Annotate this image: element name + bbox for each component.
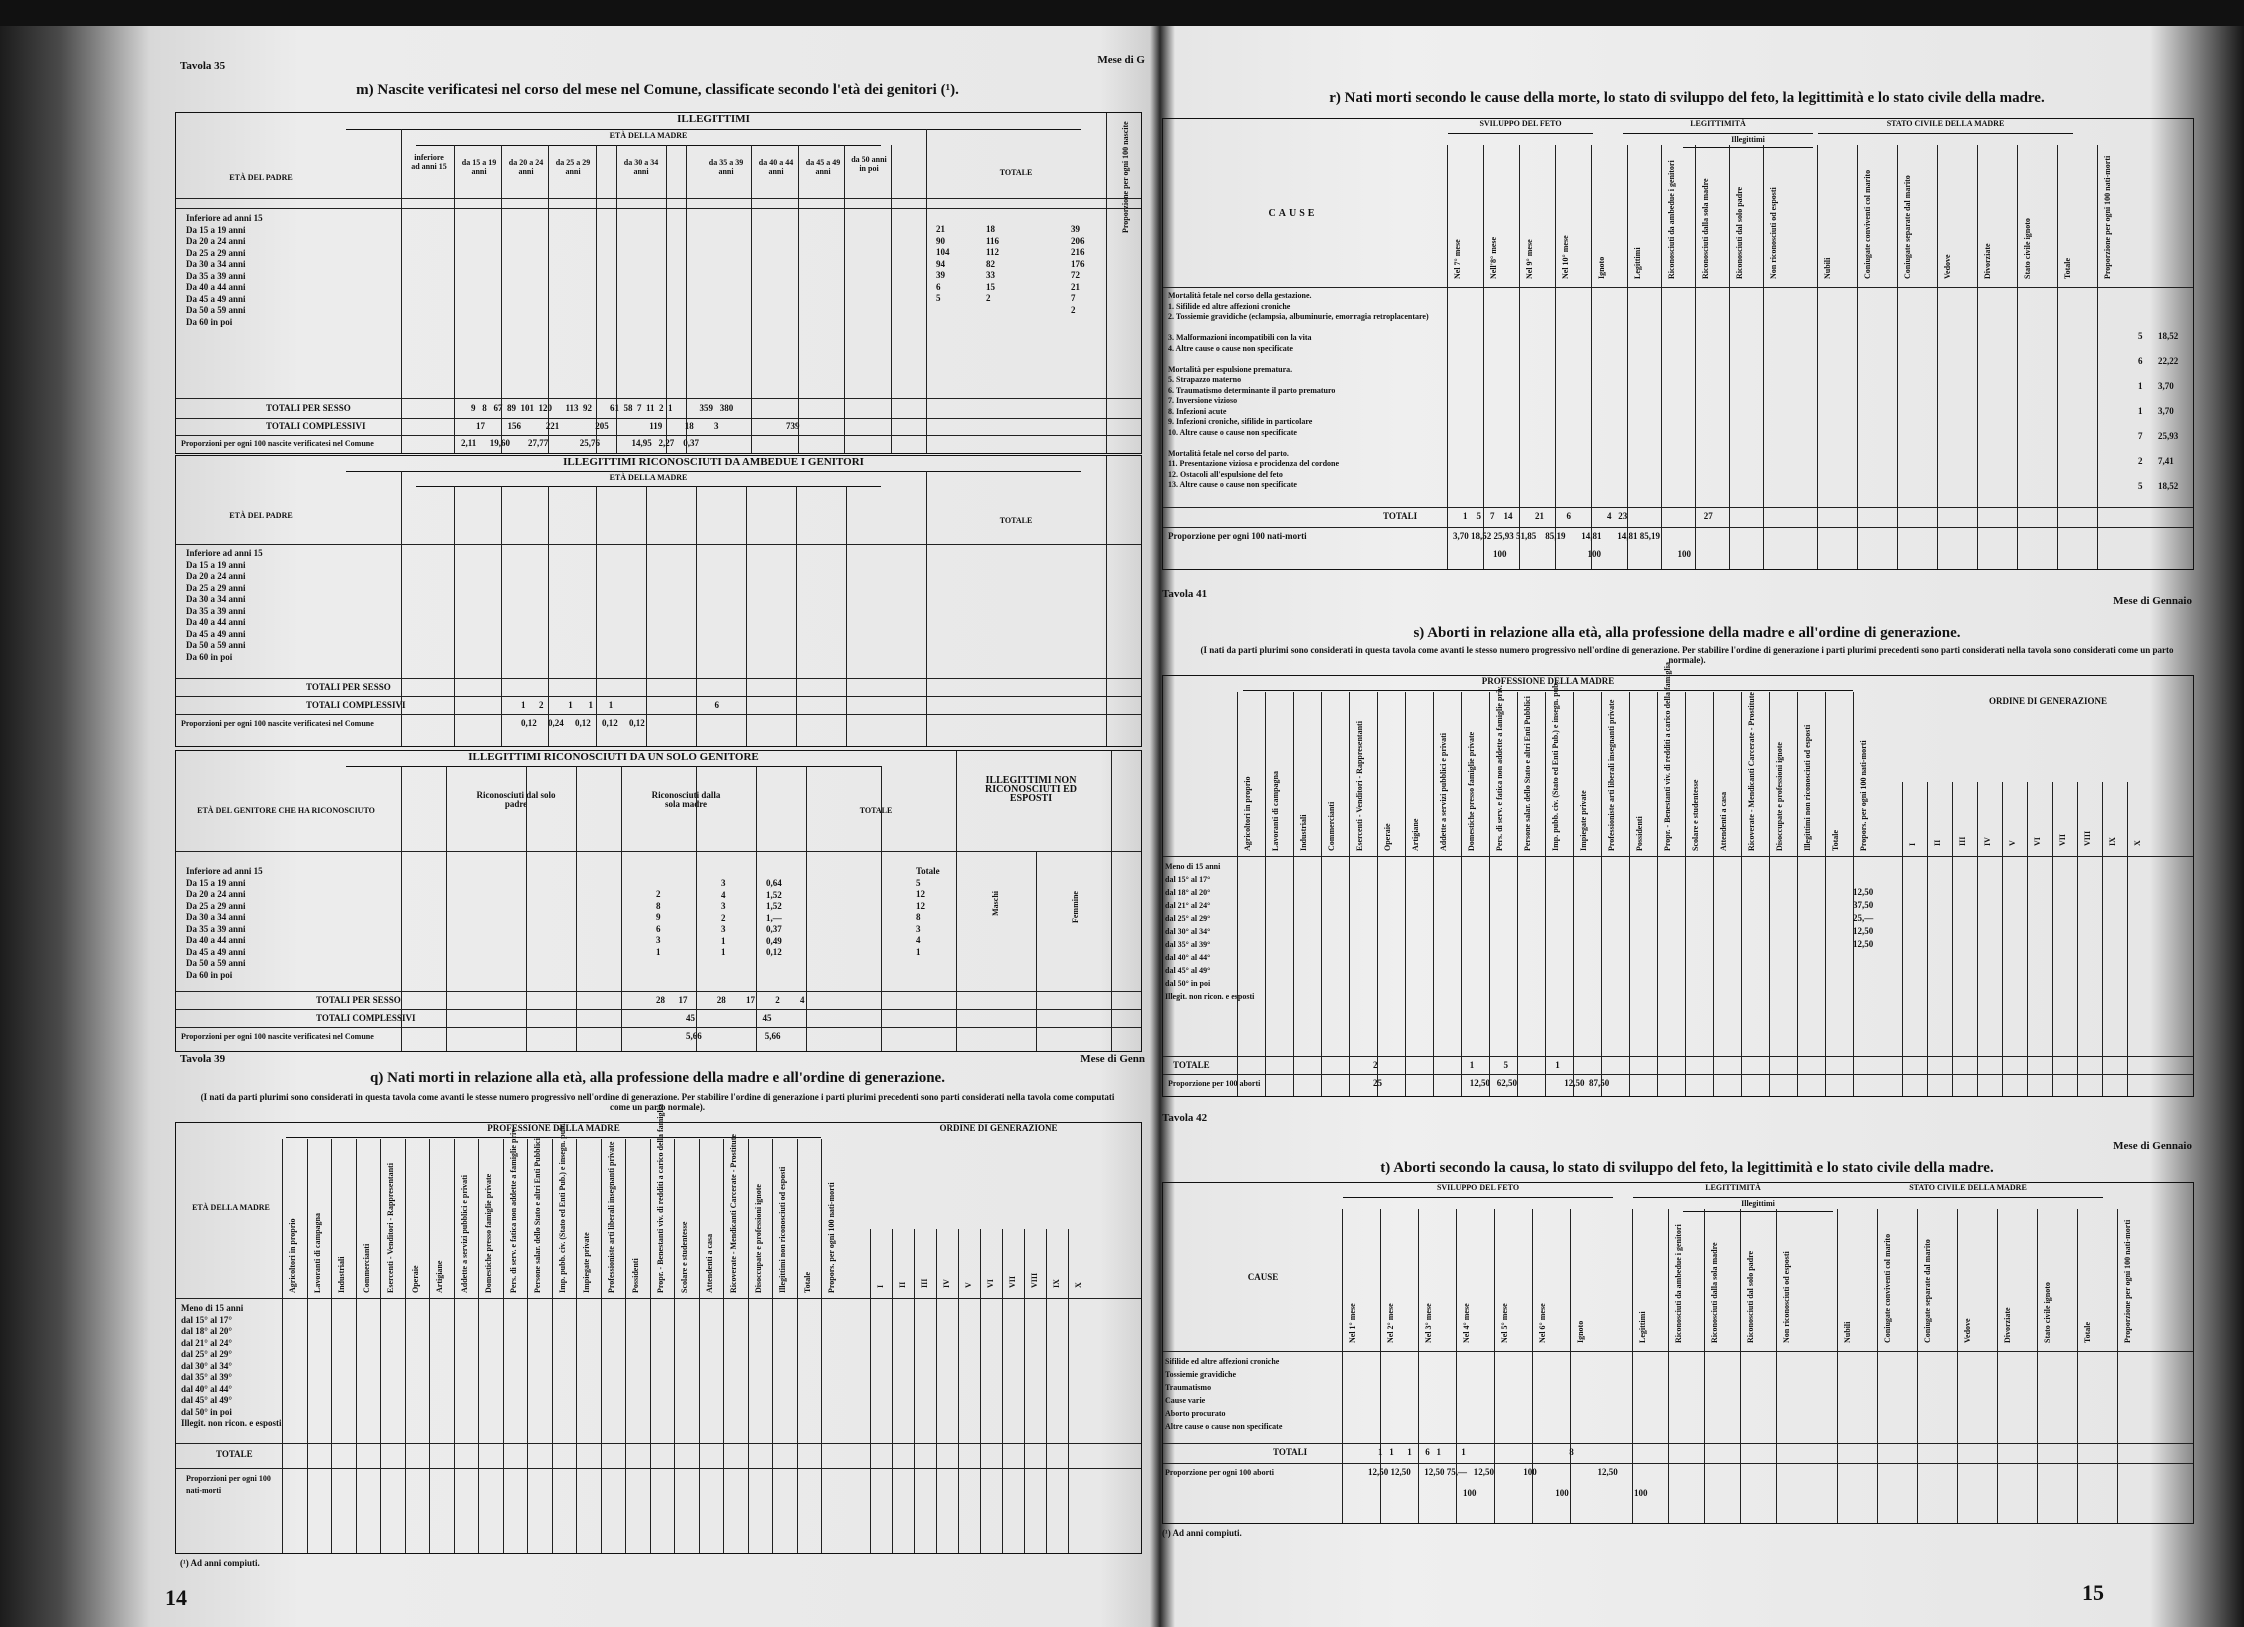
s-prof-col-12: Impiegate private — [1579, 790, 1588, 851]
title-s: s) Aborti in relazione alla età, alla professione della madre e all'ordine di generazione. — [1413, 625, 1961, 641]
table-aborti-eta — [1162, 662, 2194, 1097]
q-prof-col-9: Pers. di serv. e fatica non addette a famiglie priv. — [508, 1127, 518, 1293]
q-prof-col-21: Totale — [802, 1271, 812, 1293]
r-stato-col-5: Stato civile ignoto — [2023, 218, 2032, 279]
m1-proporz-values: 2,11 19,60 27,77 25,76 14,95 2,27 0,37 — [461, 438, 700, 448]
m2-row-labels: Inferiore ad anni 15 Da 15 a 19 anni Da 20 a 24 anni Da 25 a 29 anni Da 30 a 34 anni Da 35 a 39 anni Da 40 a 44 anni Da 45 a 49 anni Da 50 a 59 anni Da 60 in poi — [186, 548, 263, 662]
r-stato-col-1: Coniugate conviventi col marito — [1863, 169, 1872, 279]
m3-prop: 0,64 1,52 1,52 1,— 0,37 0,49 0,12 — [766, 878, 782, 957]
s-ordine-col-4: V — [2008, 840, 2017, 846]
r-totali-label: TOTALI — [1383, 511, 1418, 521]
s-prof-col-0: Agricoltori in proprio — [1243, 776, 1252, 851]
m1-row-labels: Inferiore ad anni 15 Da 15 a 19 anni Da 20 a 24 anni Da 25 a 29 anni Da 30 a 34 anni Da 35 a 39 anni Da 40 a 44 anni Da 45 a 49 anni Da 50 a 59 anni Da 60 in poi — [186, 213, 263, 327]
col-15-19: da 15 a 19 anni — [461, 158, 497, 176]
band-legittimita-t: LEGITTIMITÀ — [1633, 1183, 1833, 1198]
title-t: t) Aborti secondo la causa, lo stato di sviluppo del feto, la legittimità e lo stato civile della madre. — [1380, 1160, 1994, 1176]
non-riconosciuti-header: ILLEGITTIMI NON RICONOSCIUTI ED ESPOSTI — [985, 775, 1077, 804]
left-page — [165, 40, 1145, 1610]
s-ordine-col-7: VIII — [2083, 830, 2092, 846]
t-svil-col-1: Nel 2° mese — [1386, 1303, 1395, 1343]
t-cause-rows: Sifilide ed altre affezioni croniche Tossiemie gravidiche Traumatismo Cause varie Aborto procurato Altre cause o cause non specificate — [1165, 1357, 1283, 1431]
s-prof-col-11: Imp. pubb. civ. (Stato ed Enti Pub.) e insegn. pub. — [1551, 681, 1560, 851]
tavola-42-label: Tavola 42 — [1162, 1112, 1208, 1124]
q-proporz-label: Proporzioni per ogni 100 nati-morti — [186, 1474, 271, 1495]
q-ordine-col-4: V — [964, 1282, 973, 1288]
band-sviluppo: SVILUPPO DEL FETO — [1448, 119, 1593, 134]
q-prof-col-16: Scolare e studentesse — [680, 1221, 689, 1293]
s-prof-col-18: Ricoverate - Mendicanti Carcerate - Prostitute — [1747, 692, 1756, 851]
t-svil-col-2: Nel 3° mese — [1424, 1303, 1433, 1343]
note-q: (I nati da parti plurimi sono considerati in questa tavola come avanti le stesse numero progressivo nell'ordine di generazione. Per stabilire l'ordine di generazione i parti plurimi precedenti sono parti considerati nella tavola come computati come un parto normale). — [200, 1092, 1115, 1112]
r-stato-col-4: Divorziate — [1983, 243, 1992, 279]
t-svil-col-3: Nel 4° mese — [1462, 1303, 1471, 1343]
r-stato-col-6: Totale — [2063, 257, 2072, 279]
q-ordine-col-2: III — [920, 1278, 929, 1288]
band-ricon-ambedue: ILLEGITTIMI RICONOSCIUTI DA AMBEDUE I GENITORI — [346, 456, 1081, 472]
femmine-label: Femmine — [1071, 891, 1080, 923]
m3-sesso-values: 28 17 28 17 2 4 — [656, 995, 805, 1005]
q-prof-col-8: Domestiche presso famiglie private — [484, 1173, 493, 1293]
m3-totali-sesso: TOTALI PER SESSO — [316, 995, 401, 1005]
s-prof-col-1: Lavoranti di campagna — [1271, 770, 1280, 851]
mese-42-label: Mese di Gennaio — [2113, 1140, 2192, 1152]
q-prof-col-3: Commercianti — [361, 1243, 371, 1293]
q-ordine-col-0: I — [876, 1284, 885, 1288]
title-m: m) Nascite verificatesi nel corso del mese nel Comune, classificate secondo l'età dei genitori (¹). — [356, 82, 959, 98]
r-prop-label: Proporzione per ogni 100 nati-morti — [1168, 531, 1307, 541]
r-totali-values: 1 5 7 14 21 6 4 23 27 — [1463, 511, 1713, 521]
s-prof-col-8: Domestiche presso famiglie private — [1467, 731, 1476, 851]
t-stato-col-3: Vedove — [1963, 1318, 1972, 1343]
s-ordine-col-0: I — [1908, 842, 1917, 846]
q-prof-col-5: Operaie — [410, 1265, 420, 1293]
table-ricon-uno — [175, 750, 1142, 1052]
s-prof-col-15: Propr. - Benestanti viv. di redditi a carico della famiglia — [1663, 662, 1672, 851]
band-stato-civile: STATO CIVILE DELLA MADRE — [1818, 119, 2073, 134]
t-svil-col-0: Nel 1° mese — [1348, 1303, 1357, 1343]
q-prof-col-6: Artigiane — [435, 1260, 444, 1293]
s-ordine-col-5: VI — [2033, 837, 2042, 846]
r-leg-col-4: Non riconosciuti od esposti — [1769, 187, 1778, 279]
table-ricon-ambedue — [175, 455, 1142, 747]
t-stato-col-7: Proporzione per ogni 100 nati-morti — [2123, 1219, 2132, 1343]
band-prof-madre-s: PROFESSIONE DELLA MADRE — [1243, 676, 1853, 691]
eta-genitore-header: ETÀ DEL GENITORE CHE HA RICONOSCIUTO — [197, 806, 375, 815]
proporzioni-label: Proporzioni per ogni 100 nascite verificatesi nel Comune — [181, 439, 374, 448]
r-hundred: 100 100 100 — [1493, 549, 1691, 559]
q-prof-col-2: Industriali — [337, 1256, 346, 1293]
t-svil-col-4: Nel 5° mese — [1500, 1303, 1509, 1343]
t-tot-values: 1 1 1 6 1 1 8 — [1378, 1447, 1574, 1457]
s-ordine-col-3: IV — [1983, 837, 1992, 846]
q-ordine-col-8: IX — [1052, 1279, 1061, 1288]
s-prof-col-10: Persone salar. dello Stato e altri Enti Pubblici — [1523, 696, 1532, 851]
top-dark-margin — [0, 0, 2244, 26]
q-ordine-col-7: VIII — [1030, 1272, 1039, 1288]
col-20-24: da 20 a 24 anni — [508, 158, 544, 176]
r-leg-col-1: Riconosciuti da ambedue i genitori — [1667, 160, 1676, 279]
r-cause-rows: Mortalità fetale nel corso della gestazione. 1. Sifilide ed altre affezioni croniche 2. Tossiemie gravidiche (eclampsia, albuminurie, emorragia retroplacentare) 3. Malformazioni incompatibili con la vita 4. Altre cause o cause non specificate Mortalità per espulsione prematura. 5. Strapazzo materno 6. Traumatismo determinante il parto prematuro 7. Inversione vizioso 8. Infezioni acute 9. Infezioni croniche, sifilide in particolare 10. Altre cause o cause non specificate Mortalità fetale nel corso del parto. 11. Presentazione viziosa e procidenza del cordone 12. Ostacoli all'espulsione del feto 13. Altre cause o cause non specificate — [1168, 291, 1429, 489]
m1-compl-values: 17 156 221 205 119 18 3 739 — [476, 421, 800, 431]
title-q: q) Nati morti in relazione alla età, alla professione della madre e all'ordine di generazione. — [370, 1070, 945, 1086]
s-prof-col-3: Commercianti — [1327, 801, 1336, 851]
s-ordine-col-2: III — [1958, 836, 1967, 846]
band-prof-madre: PROFESSIONE DELLA MADRE — [286, 1123, 821, 1138]
q-ordine-col-1: II — [898, 1281, 907, 1288]
t-leg-col-1: Riconosciuti da ambedue i genitori — [1674, 1224, 1683, 1343]
q-totale-label: TOTALE — [216, 1449, 253, 1459]
q-prof-col-7: Addette a servizi pubblici e privati — [459, 1175, 469, 1293]
r-svil-col-4: Ignoto — [1597, 256, 1606, 279]
m2-totali-compl: TOTALI COMPLESSIVI — [306, 700, 406, 710]
band-ordine-gen-s: ORDINE DI GENERAZIONE — [1988, 696, 2108, 706]
band-legittimita: LEGITTIMITÀ — [1623, 119, 1813, 134]
q-prof-col-15: Propr. - Benestanti viv. di redditi a carico della famiglia — [655, 1104, 665, 1293]
band-stato-t: STATO CIVILE DELLA MADRE — [1833, 1183, 2103, 1198]
t-prop-values: 12,50 12,50 12,50 75,— 12,50 100 12,50 — [1368, 1467, 1618, 1477]
ricon-madre-header: Riconosciuti dalla sola madre — [651, 790, 721, 809]
r-stato-col-3: Vedove — [1943, 254, 1952, 279]
col-totale: TOTALE — [999, 168, 1033, 177]
cause-header: CAUSE — [1268, 208, 1318, 219]
t-prop-label: Proporzione per ogni 100 aborti — [1165, 1468, 1275, 1477]
m1-sesso-values: 9 8 67 89 101 120 113 92 61 58 7 11 2 1 359 380 — [471, 403, 734, 413]
m3-totali-compl: TOTALI COMPLESSIVI — [316, 1013, 416, 1023]
q-prof-col-20: Illegittimi non riconosciuti od esposti — [778, 1166, 787, 1293]
cause-header-t: CAUSE — [1247, 1272, 1279, 1282]
totali-per-sesso: TOTALI PER SESSO — [266, 403, 351, 413]
r-stato-col-2: Coniugate separate dal marito — [1903, 175, 1912, 279]
q-prof-col-14: Possidenti — [631, 1258, 640, 1293]
tavola-39-label: Tavola 39 — [180, 1053, 226, 1065]
t-stato-col-6: Totale — [2083, 1321, 2092, 1343]
r-prop-values: 3,70 18,52 25,93 51,85 85,19 14,81 14,81 85,19 — [1453, 531, 1660, 541]
r-leg-col-2: Riconosciuti dalla sola madre — [1701, 178, 1710, 279]
t-stato-col-4: Divorziate — [2003, 1307, 2012, 1343]
s-prop-values: 25 12,50 62,50 12,50 87,50 — [1373, 1078, 1610, 1088]
s-prof-col-19: Disoccupate e professioni ignote — [1775, 742, 1784, 851]
t-hundred: 100 100 100 — [1463, 1488, 1648, 1498]
table-aborti-cause — [1162, 1182, 2194, 1524]
col-45-49: da 45 a 49 anni — [805, 158, 841, 176]
m2-totali-per-sesso: TOTALI PER SESSO — [306, 682, 391, 692]
eta-padre-header: ETÀ DEL PADRE — [229, 173, 293, 182]
mese-label: Mese di G — [1097, 54, 1145, 66]
s-ordine-col-1: II — [1933, 839, 1942, 846]
m2-proporz-label: Proporzioni per ogni 100 nascite verificatesi nel Comune — [181, 719, 374, 728]
m2-proporz-values: 0,12 0,24 0,12 0,12 0,12 — [521, 718, 645, 728]
s-prof-col-20: Illegittimi non riconosciuti od esposti — [1803, 724, 1812, 851]
note-s: (I nati da parti plurimi sono considerati in questa tavola come avanti le stesso numero progressivo nell'ordine di generazione. Per stabilire l'ordine di generazione i parti plurimi precedenti sono parti considerati nella tavola sono considerati come un parto normale). — [1200, 645, 2174, 665]
m1-col-totale: 39 206 216 176 72 21 7 2 — [1071, 224, 1085, 315]
q-prof-col-17: Attendenti a casa — [704, 1233, 714, 1293]
q-prof-col-22: Propors. per ogni 100 nati-morti — [827, 1182, 836, 1293]
band-illegittimi: ILLEGITTIMI — [346, 113, 1081, 130]
r-stato-col-0: Nubili — [1823, 257, 1832, 279]
m3-prop-tot: 5,66 5,66 — [686, 1031, 781, 1041]
col-35-39: da 35 a 39 anni — [708, 158, 744, 176]
m2-compl-values: 1 2 1 1 1 6 — [521, 700, 719, 710]
r-svil-col-3: Nel 10° mese — [1561, 235, 1570, 279]
m1-col-M: 21 90 104 94 39 6 5 — [936, 224, 950, 303]
s-prof-col-6: Artigiane — [1411, 818, 1420, 851]
q-prof-col-18: Ricoverate - Mendicanti Carcerate - Prostitute — [729, 1134, 738, 1293]
r-svil-col-2: Nel 9° mese — [1525, 239, 1534, 279]
title-r: r) Nati morti secondo le cause della morte, lo stato di sviluppo del feto, la legittimità e lo stato civile della madre. — [1329, 90, 2045, 106]
t-svil-col-5: Nel 6° mese — [1538, 1303, 1547, 1343]
tavola-41-label: Tavola 41 — [1162, 588, 1208, 600]
m3-madre-M: 2 8 9 6 3 1 — [656, 889, 661, 957]
band-eta-madre-2: ETÀ DELLA MADRE — [416, 473, 881, 487]
col-proporzione: Proporzione per ogni 100 nascite — [1121, 121, 1130, 233]
r-side-totals: 5 6 1 1 7 2 5 — [2138, 331, 2143, 491]
s-prof-col-5: Operaie — [1383, 823, 1392, 851]
r-stato-col-7: Proporzione per ogni 100 nati-morti — [2103, 155, 2112, 279]
s-ordine-col-6: VII — [2058, 833, 2067, 846]
q-prof-col-13: Professioniste arti liberali insegnanti private — [606, 1141, 616, 1293]
col-40-44: da 40 a 44 anni — [758, 158, 794, 176]
band-ordine-gen: ORDINE DI GENERAZIONE — [939, 1123, 1058, 1133]
s-row-labels: Meno di 15 anni dal 15° al 17° dal 18° al 20° dal 21° al 24° dal 25° al 29° dal 30° al 34° dal 35° al 39° dal 40° al 44° dal 45° al 49° dal 50° in poi Illegit. non ricon. e esposti — [1165, 862, 1255, 1001]
q-prof-col-12: Impiegate private — [582, 1232, 591, 1293]
t-leg-col-4: Non riconosciuti od esposti — [1782, 1251, 1791, 1343]
s-prof-col-14: Possidenti — [1635, 816, 1644, 851]
page-number-right: 15 — [2082, 1580, 2104, 1605]
r-leg-col-0: Legittimi — [1633, 247, 1642, 279]
s-prop-label: Proporzione per 100 aborti — [1168, 1079, 1261, 1088]
totale-header-3: TOTALE — [859, 806, 893, 815]
q-ordine-col-5: VI — [986, 1279, 995, 1288]
t-leg-col-0: Legittimi — [1638, 1311, 1647, 1343]
s-tot-values: 2 1 5 1 — [1373, 1060, 1560, 1070]
col-25-29: da 25 a 29 anni — [555, 158, 591, 176]
s-prof-col-2: Industriali — [1299, 814, 1308, 851]
r-side-prop: 18,52 22,22 3,70 3,70 25,93 7,41 18,52 — [2158, 331, 2179, 491]
q-ordine-col-6: VII — [1008, 1275, 1017, 1288]
m3-madre-F: 3 4 3 2 3 1 1 — [721, 878, 726, 957]
t-footnote: (¹) Ad anni compiuti. — [1162, 1528, 1242, 1538]
s-prof-col-22: Propors. per ogni 100 nati-morti — [1859, 740, 1868, 851]
q-ordine-col-9: X — [1074, 1282, 1083, 1288]
mese-39-label: Mese di Genn — [1080, 1053, 1145, 1065]
band-sviluppo-t: SVILUPPO DEL FETO — [1343, 1183, 1613, 1198]
q-prof-col-19: Disoccupate e professioni ignote — [753, 1184, 763, 1293]
s-prop-col: 12,50 37,50 25,— 12,50 12,50 — [1853, 887, 1874, 949]
q-ordine-col-3: IV — [942, 1279, 951, 1288]
t-leg-col-2: Riconosciuti dalla sola madre — [1710, 1242, 1719, 1343]
q-row-labels: Meno di 15 anni dal 15° al 17° dal 18° al 20° dal 21° al 24° dal 25° al 29° dal 30° al 34° dal 35° al 39° dal 40° al 44° dal 45° al 49° dal 50° in poi Illegit. non ricon. e esposti — [181, 1303, 282, 1428]
col-50-poi: da 50 anni in poi — [851, 155, 887, 173]
m3-row-labels: Inferiore ad anni 15 Da 15 a 19 anni Da 20 a 24 anni Da 25 a 29 anni Da 30 a 34 anni Da 35 a 39 anni Da 40 a 44 anni Da 45 a 49 anni Da 50 a 59 anni Da 60 in poi — [186, 866, 263, 980]
q-prof-col-4: Esercenti - Venditori - Rappresentanti — [386, 1163, 395, 1293]
s-prof-col-4: Esercenti - Venditori - Rappresentanti — [1355, 721, 1364, 851]
m3-compl-values: 45 45 — [686, 1013, 772, 1023]
s-prof-col-16: Scolare e studentesse — [1691, 779, 1700, 851]
m1-col-F: 18 116 112 82 33 15 2 — [986, 224, 1000, 303]
t-stato-col-0: Nubili — [1843, 1321, 1852, 1343]
s-prof-col-21: Totale — [1831, 829, 1840, 851]
s-ordine-col-9: X — [2133, 840, 2142, 846]
totali-complessivi: TOTALI COMPLESSIVI — [266, 421, 366, 431]
band-illegittimi-t: Illegittimi — [1683, 1199, 1833, 1212]
t-totali-label: TOTALI — [1273, 1447, 1308, 1457]
t-stato-col-2: Coniugate separate dal marito — [1923, 1239, 1932, 1343]
band-eta-madre: ETÀ DELLA MADRE — [416, 131, 881, 146]
m3-totale: Totale 5 12 12 8 3 4 1 — [916, 866, 940, 957]
mese-41-label: Mese di Gennaio — [2113, 595, 2192, 607]
maschi-label: Maschi — [991, 891, 1000, 916]
band-illegittimi: Illegittimi — [1683, 135, 1813, 148]
table-nati-morti-eta — [175, 1104, 1142, 1554]
q-prof-col-10: Persone salar. dello Stato e altri Enti Pubblici — [533, 1138, 542, 1293]
s-prof-col-13: Professioniste arti liberali insegnanti private — [1607, 699, 1616, 851]
t-stato-col-5: Stato civile ignoto — [2043, 1282, 2052, 1343]
col-inf15: inferiore ad anni 15 — [411, 153, 447, 171]
q-prof-col-1: Lavoranti di campagna — [312, 1212, 322, 1293]
table-nati-morti-cause — [1162, 118, 2194, 570]
r-svil-col-0: Nel 7° mese — [1453, 239, 1462, 279]
ricon-padre-header: Riconosciuti dal solo padre — [476, 790, 556, 809]
eta-madre-header-q: ETÀ DELLA MADRE — [192, 1203, 270, 1212]
q-prof-col-0: Agricoltori in proprio — [288, 1218, 297, 1293]
s-ordine-col-8: IX — [2108, 837, 2117, 846]
s-totale-label: TOTALE — [1173, 1060, 1210, 1070]
q-prof-col-11: Imp. pubb. civ. (Stato ed Enti Pub.) e insegn. pub. — [557, 1123, 567, 1293]
col-totale-2: TOTALE — [999, 516, 1033, 525]
s-prof-col-7: Addette a servizi pubblici e privati — [1439, 733, 1448, 851]
t-leg-col-3: Riconosciuti dal solo padre — [1746, 1250, 1755, 1343]
m3-proporz-label: Proporzioni per ogni 100 nascite verificatesi nel Comune — [181, 1032, 374, 1041]
eta-padre-header-2: ETÀ DEL PADRE — [229, 511, 293, 520]
tavola-label: Tavola 35 — [180, 60, 226, 72]
table-nascite-illegittimi — [175, 112, 1142, 454]
q-footnote: (¹) Ad anni compiuti. — [180, 1558, 260, 1568]
right-page — [1162, 40, 2212, 1607]
s-prof-col-17: Attendenti a casa — [1719, 791, 1728, 851]
col-30-34: da 30 a 34 anni — [623, 158, 659, 176]
band-ricon-uno: ILLEGITTIMI RICONOSCIUTI DA UN SOLO GENITORE — [346, 751, 881, 767]
s-prof-col-9: Pers. di serv. e fatica non addette a famiglie priv. — [1495, 685, 1504, 851]
t-stato-col-1: Coniugate conviventi col marito — [1883, 1233, 1892, 1343]
page-number-left: 14 — [165, 1585, 187, 1610]
r-svil-col-1: Nell'8° mese — [1489, 236, 1498, 279]
r-leg-col-3: Riconosciuti dal solo padre — [1735, 186, 1744, 279]
t-svil-col-6: Ignoto — [1576, 1320, 1585, 1343]
